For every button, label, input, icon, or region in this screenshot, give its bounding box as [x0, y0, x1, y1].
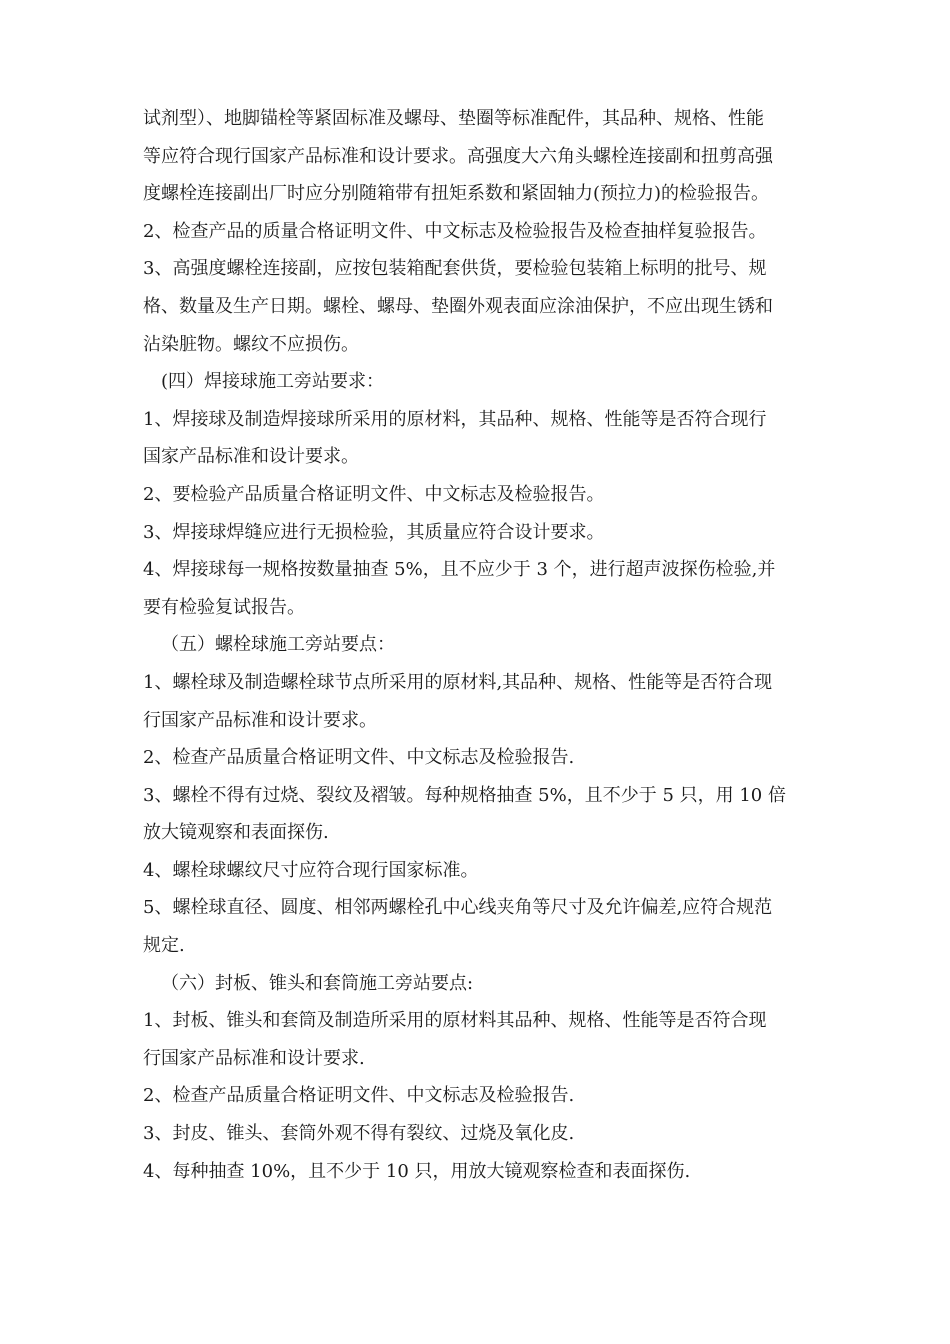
- section-heading: (四）焊接球施工旁站要求：: [161, 371, 385, 393]
- list-item: 5、螺栓球直径、圆度、相邻两螺栓孔中心线夹角等尺寸及允许偏差,应符合规范: [143, 897, 773, 919]
- paragraph-line: 要有检验复试报告。: [143, 596, 305, 618]
- paragraph-line: 放大镜观察和表面探伤.: [143, 822, 329, 844]
- paragraph-line: 沾染脏物。螺纹不应损伤。: [143, 333, 359, 355]
- list-item: 3、焊接球焊缝应进行无损检验，其质量应符合设计要求。: [143, 521, 605, 543]
- list-item: 4、每种抽查 10%，且不少于 10 只，用放大镜观察检查和表面探伤.: [143, 1160, 691, 1182]
- paragraph-line: 规定.: [143, 935, 185, 957]
- list-item: 1、焊接球及制造焊接球所采用的原材料，其品种、规格、性能等是否符合现行: [143, 408, 767, 430]
- section-heading: （五）螺栓球施工旁站要点：: [161, 634, 395, 656]
- paragraph-line: 行国家产品标准和设计要求.: [143, 1047, 365, 1069]
- list-item: 4、螺栓球螺纹尺寸应符合现行国家标准。: [143, 859, 479, 881]
- paragraph-line: 行国家产品标准和设计要求。: [143, 709, 377, 731]
- list-item: 2、检查产品的质量合格证明文件、中文标志及检验报告及检查抽样复验报告。: [143, 220, 767, 242]
- list-item: 3、封皮、锥头、套筒外观不得有裂纹、过烧及氧化皮.: [143, 1123, 575, 1145]
- list-item: 3、高强度螺栓连接副，应按包装箱配套供货，要检验包装箱上标明的批号、规: [143, 258, 767, 280]
- list-item: 3、螺栓不得有过烧、裂纹及褶皱。每种规格抽查 5%，且不少于 5 只，用 10 倍: [143, 784, 786, 806]
- list-item: 2、要检验产品质量合格证明文件、中文标志及检验报告。: [143, 483, 605, 505]
- paragraph-line: 国家产品标准和设计要求。: [143, 446, 359, 468]
- paragraph-line: 试剂型）、地脚锚栓等紧固标准及螺母、垫圈等标准配件，其品种、规格、性能: [143, 108, 764, 129]
- paragraph-line: 格、数量及生产日期。螺栓、螺母、垫圈外观表面应涂油保护，不应出现生锈和: [143, 295, 773, 317]
- document-body: [143, 100, 823, 1190]
- list-item: 2、检查产品质量合格证明文件、中文标志及检验报告.: [143, 1085, 575, 1107]
- list-item: 1、封板、锥头和套筒及制造所采用的原材料其品种、规格、性能等是否符合现: [143, 1010, 767, 1032]
- list-item: 4、焊接球每一规格按数量抽查 5%，且不应少于 3 个，进行超声波探伤检验,并: [143, 559, 776, 581]
- paragraph-line: 等应符合现行国家产品标准和设计要求。高强度大六角头螺栓连接副和扭剪高强: [143, 145, 773, 167]
- section-heading: （六）封板、锥头和套筒施工旁站要点:: [161, 972, 474, 994]
- list-item: 1、螺栓球及制造螺栓球节点所采用的原材料,其品种、规格、性能等是否符合现: [143, 671, 773, 693]
- list-item: 2、检查产品质量合格证明文件、中文标志及检验报告.: [143, 747, 575, 769]
- paragraph-line: 度螺栓连接副出厂时应分别随箱带有扭矩系数和紧固轴力(预拉力)的检验报告。: [143, 183, 770, 205]
